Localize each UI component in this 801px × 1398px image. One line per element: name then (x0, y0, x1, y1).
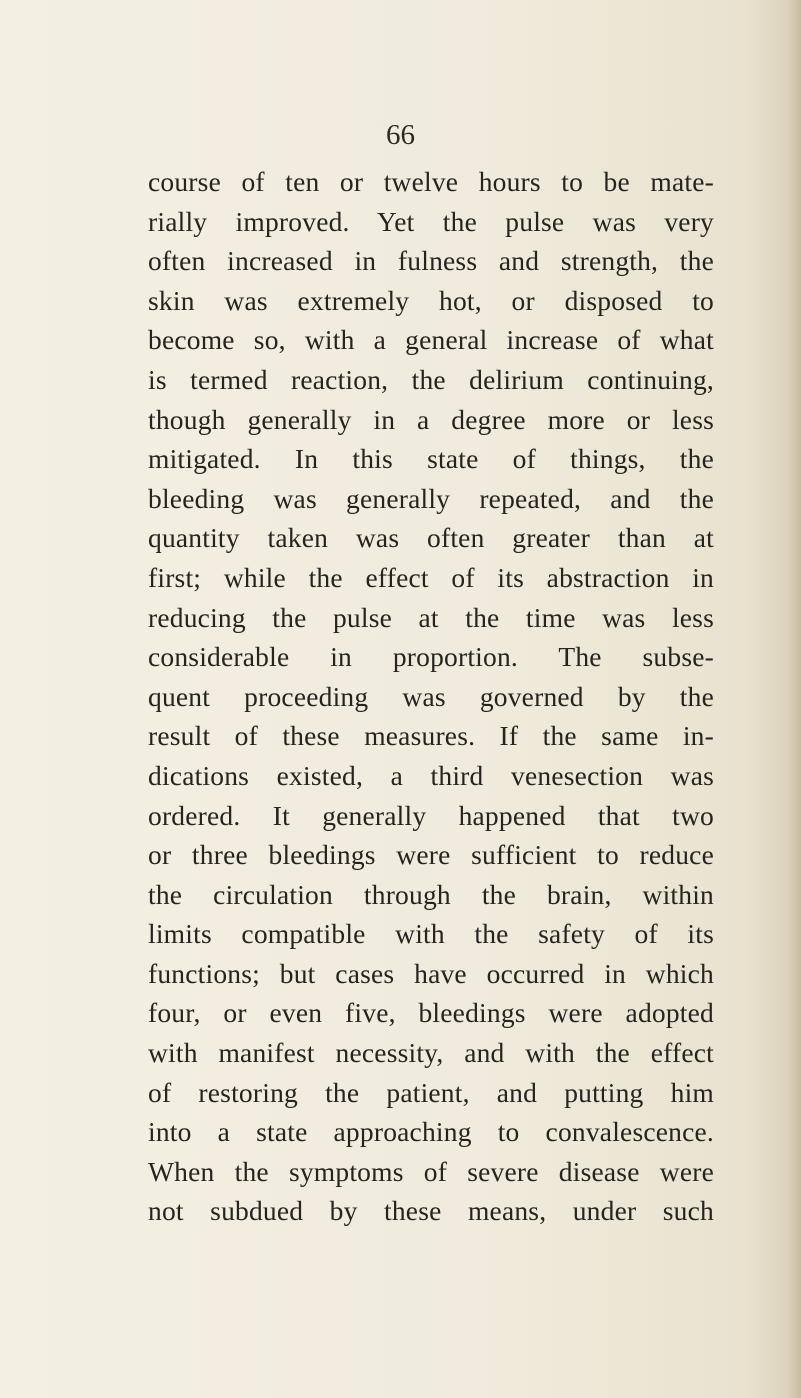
text-line: first; while the effect of its abstraction in (148, 561, 714, 593)
text-line: bleeding was generally repeated, and the (148, 482, 714, 514)
text-line: reducing the pulse at the time was less (148, 601, 714, 633)
text-line: functions; but cases have occurred in which (148, 957, 714, 989)
text-line: not subdued by these means, under such (148, 1195, 714, 1227)
page-number: 66 (386, 119, 415, 151)
text-line: result of these measures. If the same in- (148, 720, 714, 752)
text-line: into a state approaching to convalescence. (148, 1116, 714, 1148)
text-line: quent proceeding was governed by the (148, 680, 714, 712)
page-edge-shadow (787, 0, 801, 1398)
text-line: ordered. It generally happened that two (148, 799, 714, 831)
text-line: or three bleedings were sufficient to reduce (148, 839, 714, 871)
text-line: become so, with a general increase of what (148, 324, 714, 356)
text-line: is termed reaction, the delirium continuing, (148, 363, 714, 395)
text-line: of restoring the patient, and putting him (148, 1076, 714, 1108)
text-line: often increased in fulness and strength, the (148, 245, 714, 277)
text-line: though generally in a degree more or less (148, 403, 714, 435)
text-line: mitigated. In this state of things, the (148, 443, 714, 475)
text-line: skin was extremely hot, or disposed to (148, 284, 714, 316)
text-line: the circulation through the brain, within (148, 878, 714, 910)
text-line: four, or even five, bleedings were adopted (148, 997, 714, 1029)
text-line: with manifest necessity, and with the effect (148, 1037, 714, 1069)
text-line: When the symptoms of severe disease were (148, 1155, 714, 1187)
body-text (148, 162, 714, 1231)
text-line: course of ten or twelve hours to be mate- (148, 166, 714, 197)
text-line: considerable in proportion. The subse- (148, 641, 714, 673)
text-line: rially improved. Yet the pulse was very (148, 205, 714, 237)
text-line: quantity taken was often greater than at (148, 522, 714, 554)
text-line: limits compatible with the safety of its (148, 918, 714, 950)
text-line: dications existed, a third venesection was (148, 759, 714, 791)
